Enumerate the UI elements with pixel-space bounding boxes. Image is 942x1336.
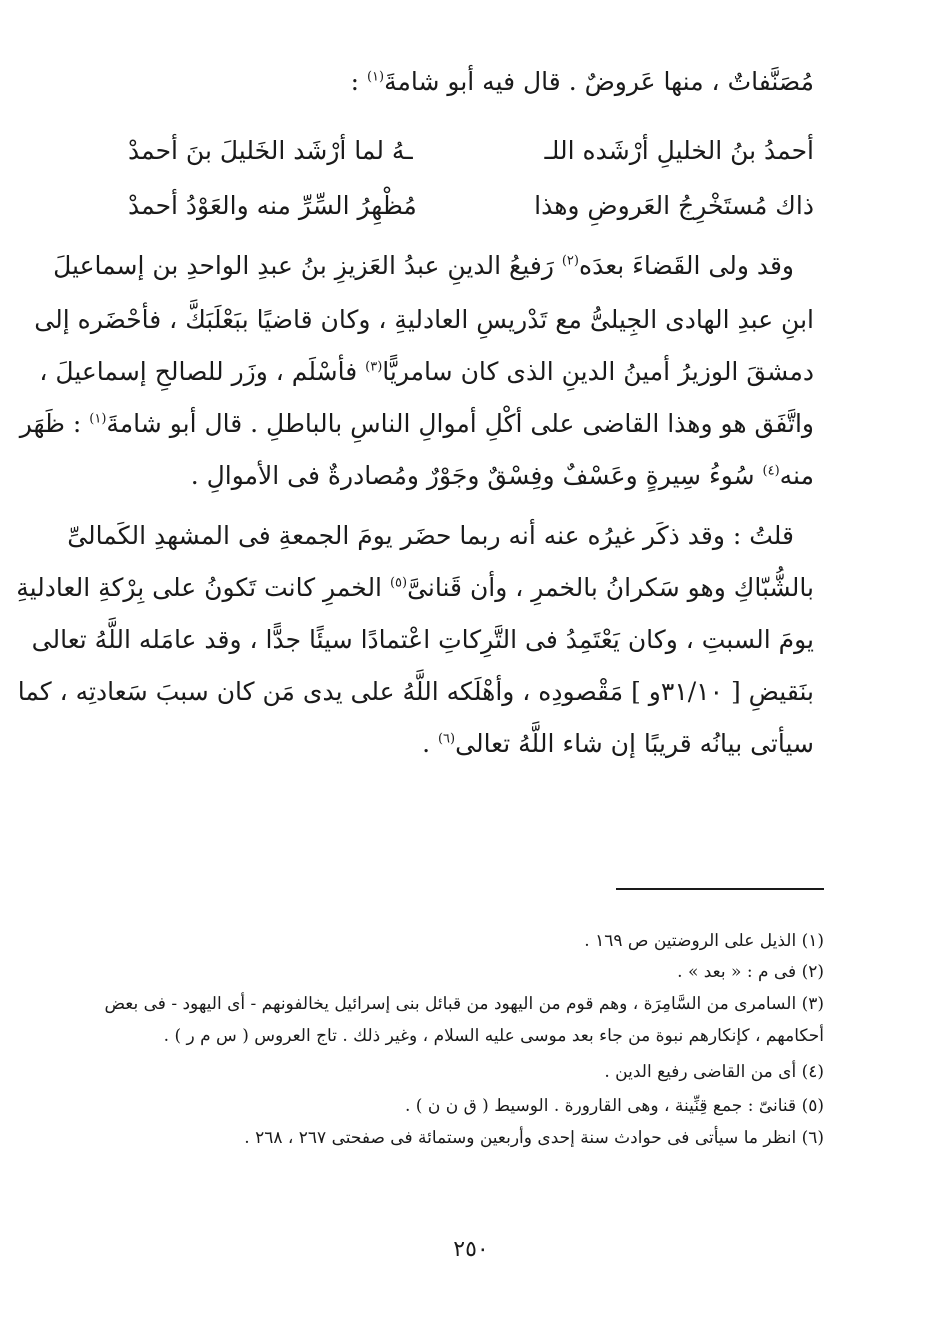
paragraph-line <box>16 568 814 608</box>
line-text: . <box>422 729 438 758</box>
line-text: منه <box>779 461 814 490</box>
intro-text: مُصَنَّفاتٌ ، منها عَروضٌ . قال فيه أبو شامةَ <box>384 67 814 96</box>
footnote-ref: (١) <box>89 411 107 427</box>
line-text: ابنِ عبدِ الهادى الجِيلىُّ مع تَدْريسِ العادليةِ ، وكان قاضيًا ببَعْلَبَكَّ ، فأحْضَره إلى <box>34 305 814 334</box>
line-text: فأسْلَم ، وزَر للصالحِ إسماعيلَ ، <box>39 357 366 386</box>
paragraph-line <box>67 516 794 556</box>
paragraph-line <box>53 246 794 286</box>
line-text: : ظَهَر <box>19 409 90 438</box>
poem-verse <box>128 186 814 226</box>
footnote-ref: (٦) <box>437 731 456 747</box>
line-text: الخمرِ كانت تَكونُ على بِرْكةِ العادليةِ <box>16 573 390 602</box>
hemistich-second: مُظْهِرُ السِّرِّ منه والعَوْدُ أحمدْ <box>128 191 417 220</box>
line-text: يومَ السبتِ ، وكان يَعْتَمِدُ فى التَّرِكاتِ اعْتمادًا سيئًا جدًّا ، وقد عامَله اللَّهُ تعالى <box>31 625 814 654</box>
footnote-divider <box>616 888 824 890</box>
footnote: (٣) السامرى من السَّامِرَة ، وهم قوم من اليهود من قبائل بنى إسرائيل يخالفونهم - أى اليهود - فى بعض <box>104 994 824 1014</box>
intro-tail: : <box>350 67 367 96</box>
line-text: بنَقيضِ [ ٣١/١٠و ] مَقْصودِه ، وأهْلَكه اللَّهُ على يدى مَن كان سببَ سَعادتِه ، كما <box>17 677 814 706</box>
footnote: (١) الذيل على الروضتين ص ١٦٩ . <box>584 931 824 951</box>
footnote: (٦) انظر ما سيأتى فى حوادث سنة إحدى وأربعين وستمائة فى صفحتى ٢٦٧ ، ٢٦٨ . <box>244 1128 824 1148</box>
line-text: بالشُّبّاكِ وهو سَكرانُ بالخمرِ ، وأن قَنانىَّ <box>407 573 814 602</box>
line-text: سيأتى بيانُه قريبًا إن شاء اللَّهُ تعالى <box>455 729 814 758</box>
footnote-ref: (٥) <box>389 575 408 591</box>
hemistich-second: ـهُ لما أرْشَد الخَليلَ بنَ أحمدْ <box>128 136 413 165</box>
page-number: ٢٥٠ <box>453 1237 489 1262</box>
footnote: (٢) فى م : « بعد » . <box>677 962 824 982</box>
paragraph-line <box>31 620 814 660</box>
footnote-ref: (٣) <box>365 359 383 375</box>
paragraph-line <box>17 672 814 712</box>
line-text: دمشقَ الوزيرُ أمينُ الدينِ الذى كان سامريًّا <box>382 357 814 386</box>
line-text: رَفيعُ الدينِ عبدُ العَزيزِ بنُ عبدِ الواحدِ بن إسماعيلَ <box>53 251 562 280</box>
line-text: وقد ولى القَضاءَ بعدَه <box>578 251 794 280</box>
hemistich-first: أحمدُ بنُ الخليلِ أرْشَده اللـ <box>544 136 814 165</box>
poem-verse <box>128 131 814 171</box>
hemistich-first: ذاك مُستَخْرِجُ العَروضِ وهذا <box>534 191 814 220</box>
paragraph-line <box>34 300 814 340</box>
paragraph-line <box>128 456 814 496</box>
intro-line <box>128 62 814 102</box>
paragraph-line <box>19 404 814 444</box>
line-text: سُوءُ سِيرةٍ وعَسْفٌ وفِسْقٌ وجَوْرٌ ومُصادرةٌ فى الأموالِ . <box>190 461 763 490</box>
paragraph-line <box>128 724 814 764</box>
footnote: (٥) قنانىّ : جمع قِنِّينة ، وهى القارورة . الوسيط ( ق ن ن ) . <box>404 1096 824 1116</box>
footnote-ref: (١) <box>366 69 385 85</box>
line-text: قلتُ : وقد ذكَر غيرُه عنه أنه ربما حضَر يومَ الجمعةِ فى المشهدِ الكَمالىِّ <box>67 521 794 550</box>
line-text: واتَّفَق هو وهذا القاضى على أكْلِ أموالِ الناسِ بالباطلِ . قال أبو شامةَ <box>106 409 814 438</box>
footnote-ref: (٢) <box>561 253 579 269</box>
paragraph-line <box>39 352 814 392</box>
footnote: (٤) أى من القاضى رفيع الدين . <box>604 1062 824 1082</box>
footnote: أحكامهم ، كإنكارهم نبوة من جاء بعد موسى عليه السلام ، وغير ذلك . تاج العروس ( س م ر ) . <box>163 1026 824 1046</box>
footnote-ref: (٤) <box>762 463 780 479</box>
